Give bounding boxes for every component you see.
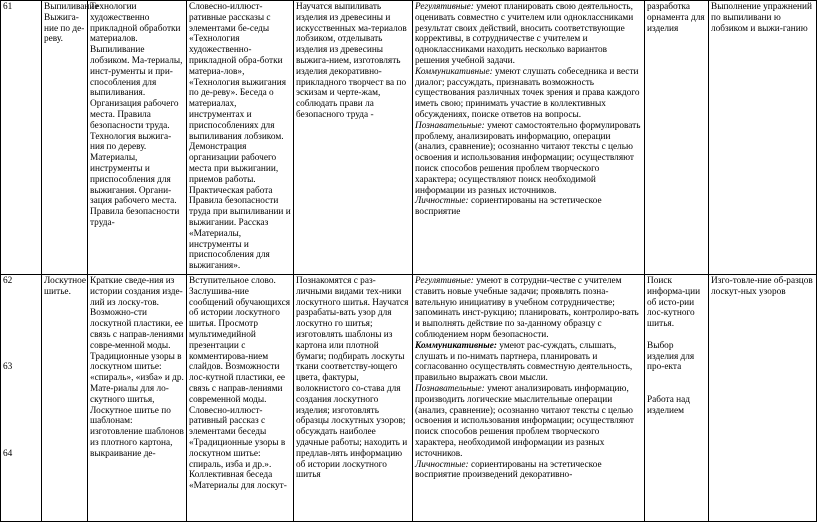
uud-label: Личностные: [415, 196, 469, 207]
uud-text: умеют планировать свою деятельность, оценивать совместно с учителем или одноклассниками результат своих действий, вносить соответствующие коррективы, в сотрудничестве с учителем и одноклассниками находить несколько вариантов решения учебной задачи. [415, 2, 634, 66]
uud-text: умеют анализировать информацию, производить логические мыслительные операции (анализ, сравнение); осознанно читают тексты с целью освоения и использования информации; осуществляют поиск способов решения проблем творческого характера, необходимой информации из разных источников. [415, 383, 634, 459]
uud-regulative [415, 2, 642, 67]
uud-label: Познавательные: [415, 383, 485, 394]
uud-cognitive [415, 384, 642, 460]
uud-regulative [415, 276, 642, 341]
project-activity: Поиск информа-ции об исто-рии лос-кутного шитья. Выбор изделия для про-екта Работа над изделием [645, 275, 709, 522]
universal-learning-actions [413, 275, 645, 522]
table-row [1, 1, 817, 275]
uud-label: Регулятивные: [415, 2, 474, 12]
lesson-content: Технологии художественно прикладной обработки материалов. Выпиливание лобзиком. Ма-териалы, инст-рументы и при-способления для выпиливания. Организация рабочего места. Правила безопасности труда. Технология выжига-ния по дереву. Материалы, инструменты и приспособления для выжигания. Органи-зация рабочего места. Правила безопасности труда- [88, 1, 187, 275]
uud-communicative [415, 341, 642, 384]
lesson-number: 61 [1, 1, 42, 275]
uud-personal [415, 460, 642, 482]
subject-results: Научатся выпиливать изделия из древесины и искусственных ма-териалов лобзиком, отделывать изделия из древесины выжига-нием, изготовлять изделия декоративно-прикладного творчест ва по эскизам и черте-жам, соблюдать прави ла безопасного труда - [294, 1, 413, 275]
uud-text: сориентированы на эстетическое восприятие [415, 196, 602, 218]
uud-text: сориентированы на эстетическое восприятие произведений декоративно- [415, 459, 602, 481]
uud-label: Личностные: [415, 459, 469, 470]
uud-text: умеют самостоятельно формулировать проблему, анализировать информацию, операции (анализ, сравнение); осознанно читают тексты с целью освоения и использования информации; осуществляют поиск способов решения проблем творческого характера; осуществляют поиск необходимой информации из разных источников. [415, 120, 641, 196]
uud-label: Коммуникативные: [415, 66, 493, 77]
subject-results: Познакомятся с раз-личными видами тех-ники лоскутного шитья. Научатся разрабаты-вать узор для лоскутно го шитья; изготовлять шаблоны из картона или плотной бумаги; подбирать лоскуты ткани соответству-ющего цвета, фактуры, волокнистого со-става для создания лоскутного изделия; изготовлять образцы лоскутных узоров; обсуждать наиболее удачные работы; находить и предлав-лять информацию об истории лоскутного шитья [294, 275, 413, 522]
uud-cognitive [415, 121, 642, 197]
uud-text: умеют в сотрудни-честве с учителем ставить новые учебные задачи; проявлять позна-вательную инициативу в учебном сотрудничестве; запоминать инст-рукцию; планировать, контролиро-вать и выполнять действие по за-данному образцу с соблюдением норм безопасности. [415, 276, 639, 340]
table-row [1, 275, 817, 522]
homework: Выполнение упражнений по выпиливани ю лобзиком и выжи-ганию [709, 1, 817, 275]
uud-text: умеют слушать собеседника и вести диалог; рассуждать, признавать возможность существования различных точек зрения и права каждого иметь свою; принимать участие в коллективных обсуждениях, поиске ответов на вопросы. [415, 66, 640, 120]
teaching-methods: Словесно-иллюст-ративные рассказы с элементами бе-седы «Технология художественно-прикладной обра-ботки материа-лов», «Технология выжигания по де-реву». Беседа о материалах, инструментах и приспособлениях для выпиливания лобзиком. Демонстрация организации рабочего места при выжигании, приемов работы. Практическая работа Правила безопасности труда при выпиливании и выжигании. Рассказ «Материалы, инструменты и приспособления для выжигания». [187, 1, 294, 275]
lesson-content: Краткие сведе-ния из истории создания изде-лий из лоску-тов. Возможно-сти лоскутной пластики, ее связь с направ-лениями совре-менной моды. Традиционные узоры в лоскутном шитье: «спираль», «изба» и др. Мате-риалы для ло-скутного шитья, Лоскутное шитье по шаблонам: изготовление шаблонов из плотного картона, выкраивание де- [88, 275, 187, 522]
uud-label: Регулятивные: [415, 276, 474, 286]
homework: Изго-товле-ние об-разцов лоскут-ных узоров [709, 275, 817, 522]
lesson-number: 62 63 64 [1, 275, 42, 522]
uud-label: Коммуникативные: [415, 340, 497, 351]
teaching-methods: Вступительное слово. Заслушива-ние сообщений обучающихся об истории лоскутного шитья. Просмотр мультимедийной презентации с комментирова-нием слайдов. Возможности лос-кутной пластики, ее связь с направ-лениями современной моды. Словесно-иллюст-ративный рассказ с элементами беседы «Традиционные узоры в лоскутном шитье: спираль, изба и др.». Коллективная беседа «Материалы для лоскут- [187, 275, 294, 522]
uud-personal [415, 196, 642, 218]
lesson-topic: Лоскутное шитье. [42, 275, 88, 522]
lesson-topic: Выпиливание Выжига-ние по де-реву. [42, 1, 88, 275]
uud-text: умеют рас-суждать, слышать, слушать и по-нимать партнера, планировать и согласованно осуществлять совместную деятельность, правильно выражать свои мысли. [415, 340, 633, 384]
universal-learning-actions [413, 1, 645, 275]
uud-communicative [415, 67, 642, 121]
uud-label: Познавательные: [415, 120, 485, 131]
project-activity: разработка орнамента для изделия [645, 1, 709, 275]
